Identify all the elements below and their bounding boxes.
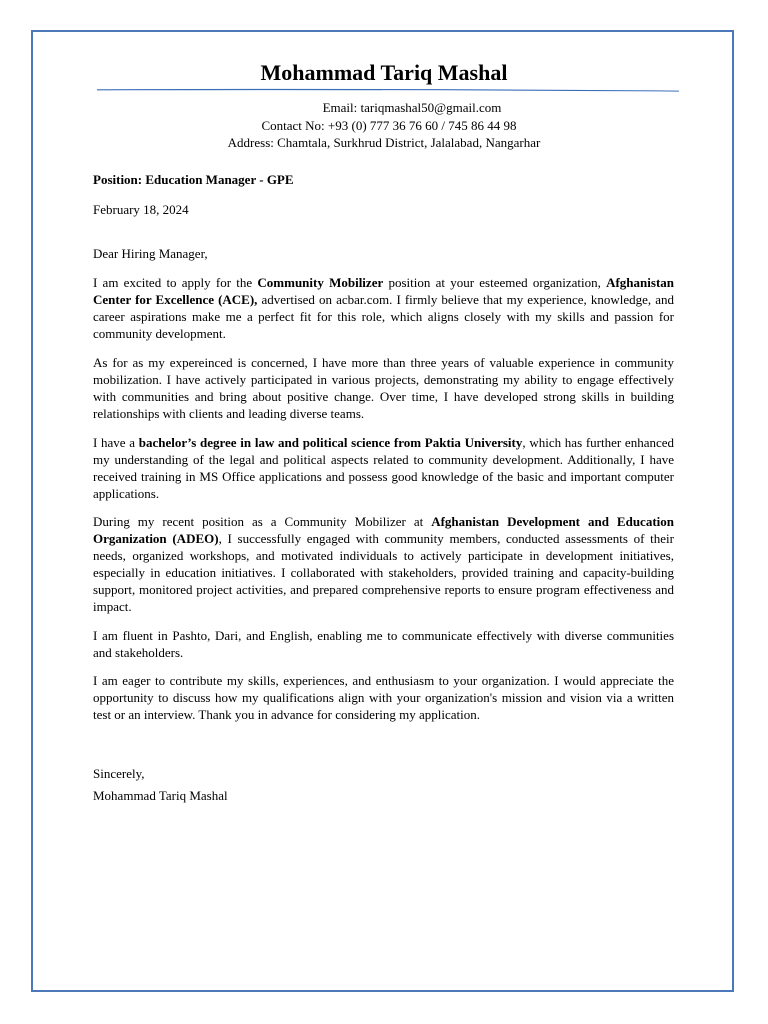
position-line [93, 171, 674, 188]
p1-organization: Afghanistan Center for Excellence (ACE), [93, 275, 675, 307]
p6-text: I am eager to contribute my skills, experiences, and enthusiasm to your organization. I would appreciate the opportunity to discuss how my qualifications align with your organization's mission and vision via a written test or an interview. Thank you in advance for considering my application. [93, 673, 674, 722]
p2-text: As for as my expereinced is concerned, I have more than three years of valuable experience in community mobilization. I have actively participated in various projects, demonstrating my ability to engage effectively with communities and bring about positive change. Over time, I have developed strong skills in building relationships with clients and leading diverse teams. [93, 355, 674, 421]
p4-organization: Afghanistan Development and Education Organization (ADEO) [93, 514, 674, 546]
p4-text-a: During my recent position as a Community Mobilizer at [93, 514, 432, 529]
p5-text: I am fluent in Pashto, Dari, and English, enabling me to communicate effectively with diverse communities and stakeholders. [93, 628, 674, 660]
paragraph-2 [93, 354, 674, 422]
p3-text-a: I have a [93, 435, 139, 450]
paragraph-5 [93, 627, 674, 661]
closing: Sincerely, [93, 766, 145, 781]
contact-phone: Contact No: +93 (0) 777 36 76 60 / 745 86 44 98 [261, 118, 517, 133]
salutation: Dear Hiring Manager, [93, 246, 208, 261]
p4-text-c: , I successfully engaged with community members, conducted assessments of their needs, organized workshops, and motivated individuals to actively participate in development initiatives, especially in education initiatives. I collaborated with stakeholders, provided training and capacity-building support, monitored project activities, and prepared comprehensive reports to ensure program effectiveness and impact. [93, 531, 674, 614]
p3-text-c: , which has further enhanced my understanding of the legal and political aspects related to community development. Additionally, I have received training in MS Office applications and possess good knowledge of the basic and important computer applications. [93, 435, 675, 501]
letter-date: February 18, 2024 [93, 202, 189, 217]
p1-text-e: advertised on acbar.com. I firmly believe that my experience, knowledge, and career aspirations make me a perfect fit for this role, which aligns closely with my skills and passion for community development. [93, 292, 674, 341]
paragraph-3 [93, 434, 674, 502]
paragraph-4 [93, 513, 674, 615]
p1-role: Community Mobilizer [257, 275, 384, 290]
p1-text-a: I am excited to apply for the [93, 275, 258, 290]
p3-degree: bachelor’s degree in law and political science from Paktia University [138, 435, 523, 450]
signature-name: Mohammad Tariq Mashal [93, 788, 228, 803]
paragraph-1 [93, 274, 674, 342]
contact-address: Address: Chamtala, Surkhrud District, Jalalabad, Nangarhar [227, 135, 541, 150]
p1-text-c: position at your esteemed organization, [383, 275, 607, 290]
contact-email: Email: tariqmashal50@gmail.com [322, 100, 502, 115]
paragraph-6 [93, 672, 674, 723]
header-divider [97, 88, 679, 91]
applicant-name: Mohammad Tariq Mashal [260, 60, 508, 85]
position-title: Position: Education Manager - GPE [93, 172, 294, 187]
